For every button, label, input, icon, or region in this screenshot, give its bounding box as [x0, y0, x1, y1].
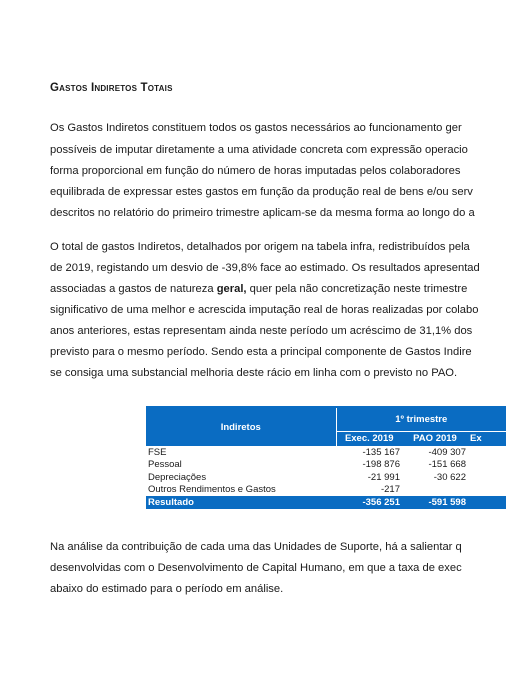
table-row	[146, 471, 506, 484]
paragraph-2-line: O total de gastos Indiretos, detalhados por origem na tabela infra, redistribuídos pela	[50, 241, 470, 253]
table-row	[146, 484, 506, 497]
paragraph-1-line: possíveis de imputar diretamente a uma atividade concreta com expressão operacio	[50, 144, 468, 156]
cell-pao	[402, 484, 468, 497]
indirect-costs-table	[146, 406, 506, 509]
row-label: FSE	[148, 446, 167, 458]
paragraph-3-line: abaixo do estimado para o período em análise.	[50, 583, 284, 595]
paragraph-3-line: Na análise da contribuição de cada uma das Unidades de Suporte, há a salientar q	[50, 541, 462, 553]
table-header-label: Indiretos	[146, 407, 336, 446]
row-label: Pessoal	[148, 459, 182, 471]
cell-pao: -409 307	[428, 446, 466, 458]
cell-exec: -21 991	[367, 471, 400, 483]
paragraph-1-line: descritos no relatório do primeiro trimestre aplicam-se da mesma forma ao longo do a	[50, 207, 475, 219]
cell-pao: -151 668	[428, 459, 466, 471]
paragraph-2-line: de 2019, registando um desvio de -39,8% face ao estimado. Os resultados apresentad	[50, 262, 480, 274]
paragraph-1-line: Os Gastos Indiretos constituem todos os gastos necessários ao funcionamento ger	[50, 122, 462, 134]
row-label: Outros Rendimentos e Gastos	[148, 484, 276, 496]
result-label: Resultado	[146, 496, 336, 509]
paragraph-2-line: se consiga uma substancial melhoria deste rácio em linha com o previsto no PAO.	[50, 367, 458, 379]
paragraph-2-line: anos anteriores, estas representam ainda neste período um acréscimo de 31,1% dos	[50, 325, 473, 337]
paragraph-1-line: equilibrada de expressar estes gastos em função da produção real de bens e/ou serv	[50, 186, 473, 198]
paragraph-1-line: forma proporcional em função do número de horas imputadas pelos colaboradores	[50, 165, 461, 177]
paragraph-2-line: previsto para o mesmo período. Sendo esta a principal componente de Gastos Indire	[50, 346, 472, 358]
paragraph-2-line-with-bold: associadas a gastos de natureza geral, quer pela não concretização neste trimestre	[50, 283, 468, 295]
cell-exec: -135 167	[362, 446, 400, 458]
table-group-header: 1º trimestre	[336, 407, 506, 431]
bold-fragment: geral,	[216, 283, 247, 295]
row-label: Depreciações	[148, 471, 207, 483]
table-result-row	[146, 496, 506, 509]
result-exec: -356 251	[336, 496, 402, 509]
table-row	[146, 459, 506, 472]
paragraph-2-line: significativo de uma melhor e acrescida imputação real de horas realizadas por colabo	[50, 304, 479, 316]
cell-exec: -217	[380, 484, 400, 496]
table-row	[146, 446, 506, 459]
result-pao: -591 598	[402, 496, 468, 509]
paragraph-3-line: desenvolvidas com o Desenvolvimento de Capital Humano, em que a taxa de exec	[50, 562, 462, 574]
column-header-pao: PAO 2019	[402, 431, 468, 446]
column-header-exec: Exec. 2019	[336, 431, 402, 446]
section-heading: Gastos Indiretos Totais	[50, 82, 173, 94]
column-header-ex: Ex	[468, 431, 506, 446]
cell-pao: -30 622	[433, 471, 466, 483]
cell-exec: -198 876	[362, 459, 400, 471]
